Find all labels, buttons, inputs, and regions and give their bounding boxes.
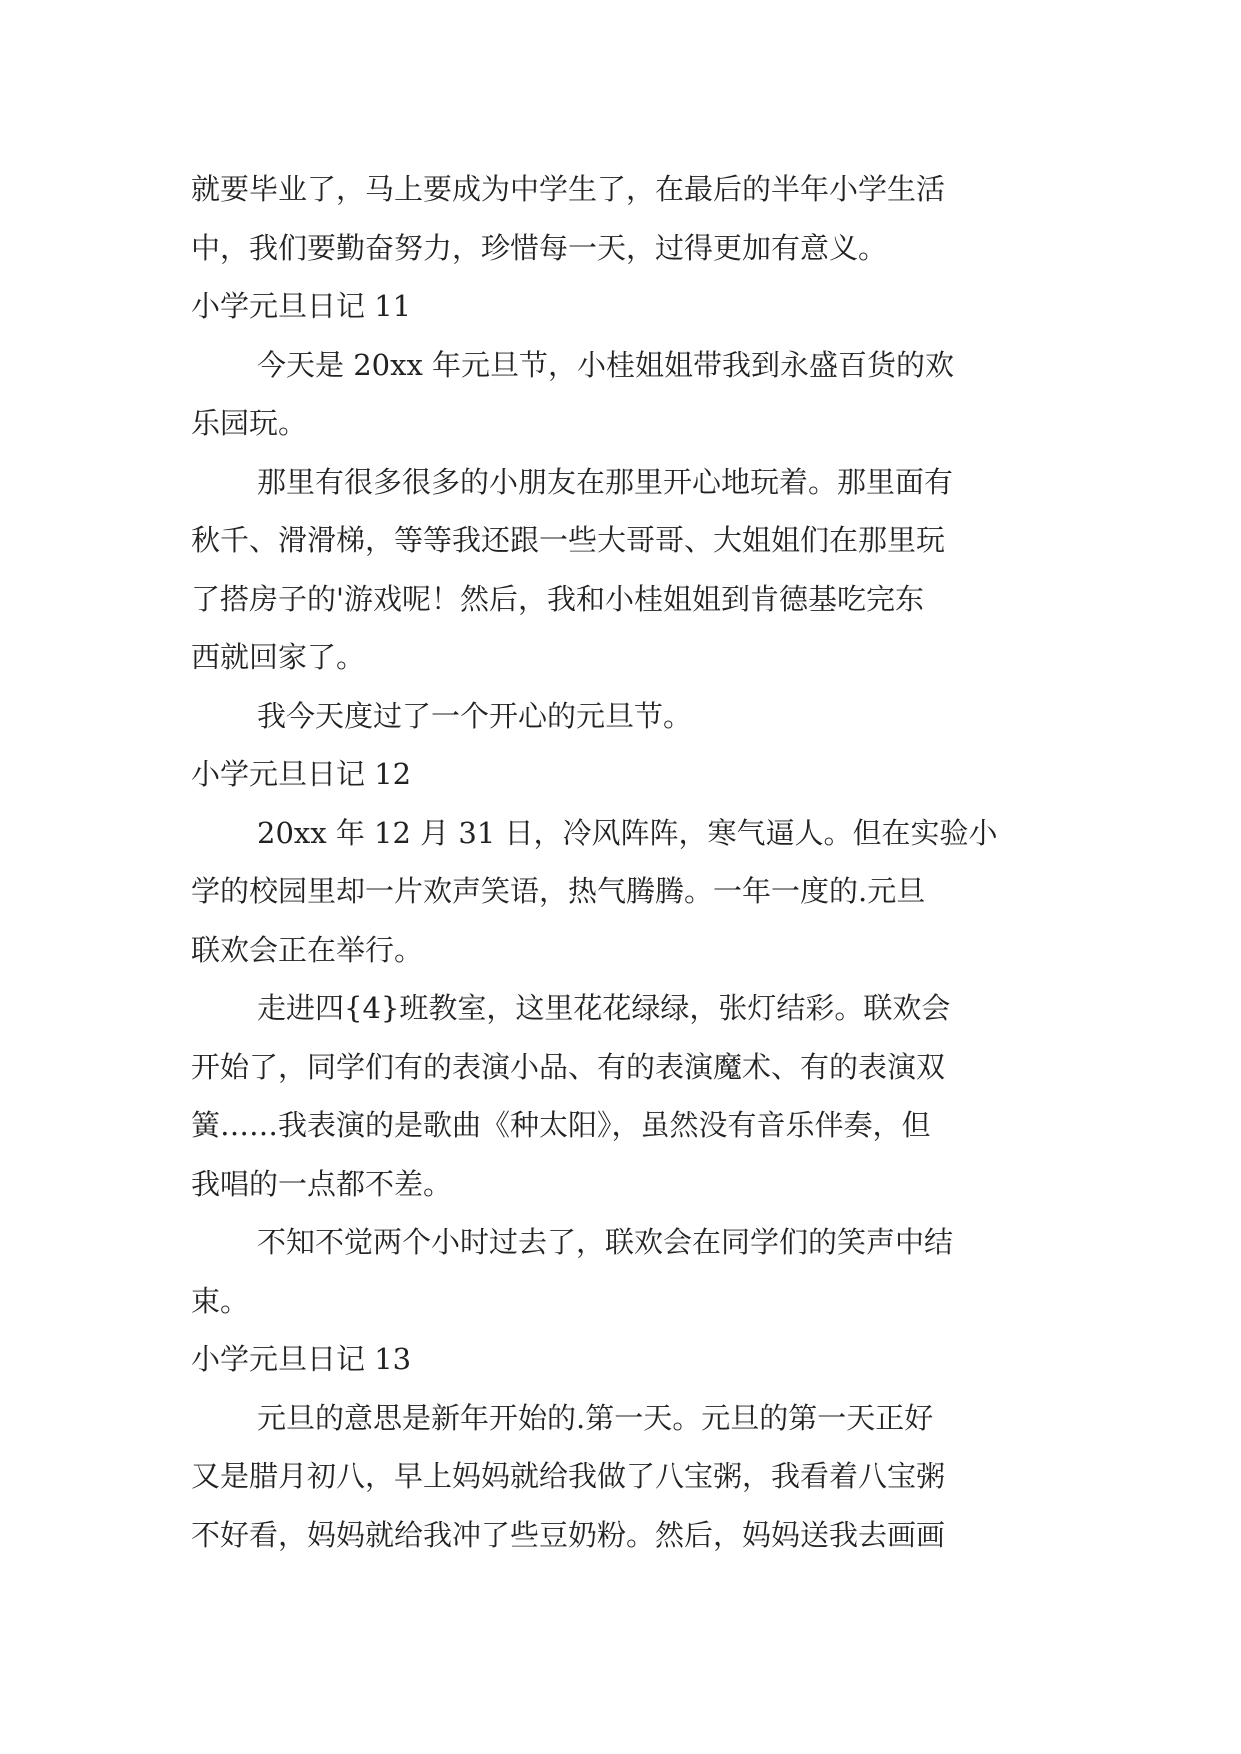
text-line: 了搭房子的'游戏呢！然后，我和小桂姐姐到肯德基吃完东 bbox=[191, 581, 924, 616]
section-heading: 小学元旦日记 11 bbox=[191, 289, 412, 323]
text-line: 束。 bbox=[191, 1283, 250, 1318]
text-line: 中，我们要勤奋努力，珍惜每一天，过得更加有意义。 bbox=[191, 230, 888, 265]
text-line: 不好看，妈妈就给我冲了些豆奶粉。然后，妈妈送我去画画 bbox=[191, 1517, 946, 1552]
text-line: 开始了，同学们有的表演小品、有的表演魔术、有的表演双 bbox=[191, 1049, 946, 1084]
paragraph-first-line: 今天是 20xx 年元旦节，小桂姐姐带我到永盛百货的欢 bbox=[257, 347, 955, 382]
text-line: 秋千、滑滑梯，等等我还跟一些大哥哥、大姐姐们在那里玩 bbox=[191, 523, 946, 557]
section-heading: 小学元旦日记 13 bbox=[191, 1342, 412, 1376]
paragraph-first-line: 那里有很多很多的小朋友在那里开心地玩着。那里面有 bbox=[257, 464, 954, 499]
text-line: 学的校园里却一片欢声笑语，热气腾腾。一年一度的.元旦 bbox=[191, 874, 926, 908]
text-line: 簧……我表演的是歌曲《种太阳》，虽然没有音乐伴奏，但 bbox=[191, 1108, 931, 1142]
text-line: 乐园玩。 bbox=[191, 406, 308, 440]
paragraph-first-line: 走进四{4}班教室，这里花花绿绿，张灯结彩。联欢会 bbox=[257, 991, 951, 1025]
section-heading: 小学元旦日记 12 bbox=[191, 757, 412, 791]
text-line: 我唱的一点都不差。 bbox=[191, 1166, 453, 1201]
paragraph-first-line: 不知不觉两个小时过去了，联欢会在同学们的笑声中结 bbox=[257, 1225, 954, 1259]
paragraph-first-line: 元旦的意思是新年开始的.第一天。元旦的第一天正好 bbox=[257, 1400, 934, 1435]
document-page bbox=[191, 160, 1071, 1564]
paragraph-first-line: 我今天度过了一个开心的元旦节。 bbox=[257, 698, 693, 733]
text-line: 又是腊月初八，早上妈妈就给我做了八宝粥，我看着八宝粥 bbox=[191, 1459, 946, 1493]
paragraph-first-line: 20xx 年 12 月 31 日，冷风阵阵，寒气逼人。但在实验小 bbox=[257, 815, 998, 850]
text-line: 联欢会正在举行。 bbox=[191, 932, 424, 967]
text-line: 西就回家了。 bbox=[191, 640, 366, 674]
text-line: 就要毕业了，马上要成为中学生了，在最后的半年小学生活 bbox=[191, 172, 946, 206]
